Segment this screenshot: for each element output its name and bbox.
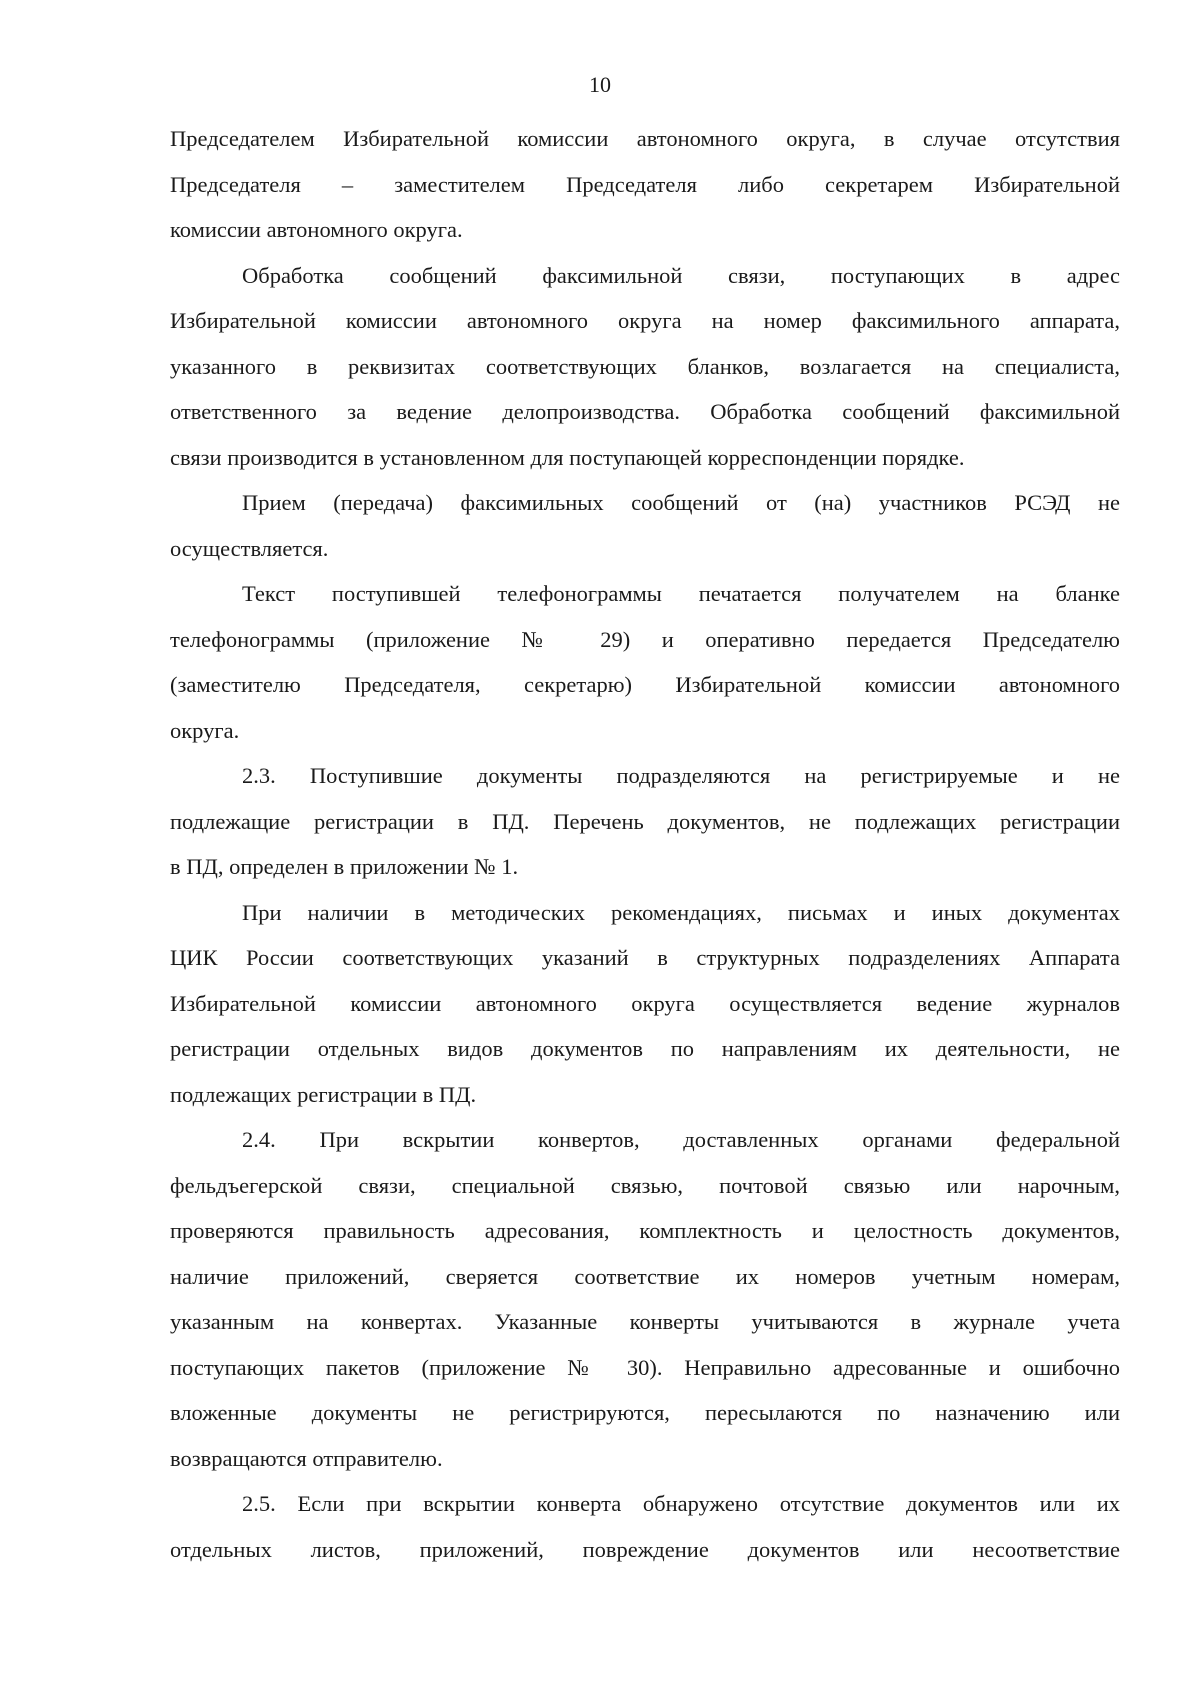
- text-line: указанного в реквизитах соответствующих бланков, возлагается на специалиста,: [170, 353, 1120, 379]
- text-line: телефонограммы (приложение № 29) и оперативно передается Председателю: [170, 626, 1120, 652]
- text-line: (заместителю Председателя, секретарю) Избирательной комиссии автономного: [170, 672, 1120, 697]
- text-line: Избирательной комиссии автономного округа на номер факсимильного аппарата,: [170, 308, 1120, 333]
- text-line: проверяются правильность адресования, комплектность и целостность документов,: [170, 1218, 1120, 1243]
- text-line: Избирательной комиссии автономного округа осуществляется ведение журналов: [170, 990, 1120, 1016]
- text-line: фельдъегерской связи, специальной связью, почтовой связью или нарочным,: [170, 1172, 1120, 1198]
- text-line: 2.3. Поступившие документы подразделяются на регистрируемые и не: [242, 763, 1120, 788]
- text-line: подлежащих регистрации в ПД.: [170, 1081, 477, 1107]
- text-line: вложенные документы не регистрируются, пересылаются по назначению или: [170, 1400, 1120, 1425]
- text-line: округа.: [170, 717, 240, 743]
- text-line: 2.5. Если при вскрытии конверта обнаружено отсутствие документов или их: [242, 1491, 1120, 1516]
- text-line: указанным на конвертах. Указанные конверты учитываются в журнале учета: [170, 1309, 1120, 1334]
- text-line: Обработка сообщений факсимильной связи, поступающих в адрес: [242, 262, 1120, 288]
- text-line: ЦИК России соответствующих указаний в структурных подразделениях Аппарата: [170, 945, 1120, 970]
- text-line: осуществляется.: [170, 535, 329, 561]
- text-line: связи производится в установленном для поступающей корреспонденции порядке.: [170, 444, 965, 470]
- text-line: в ПД, определен в приложении № 1.: [170, 854, 519, 879]
- page-number: 10: [589, 72, 611, 97]
- text-line: комиссии автономного округа.: [170, 217, 463, 242]
- text-line: Председателя – заместителем Председателя либо секретарем Избирательной: [170, 171, 1120, 197]
- text-line: 2.4. При вскрытии конвертов, доставленных органами федеральной: [242, 1127, 1120, 1152]
- text-line: Председателем Избирательной комиссии автономного округа, в случае отсутствия: [170, 126, 1120, 151]
- text-line: Текст поступившей телефонограммы печатается получателем на бланке: [242, 581, 1120, 606]
- text-line: возвращаются отправителю.: [170, 1445, 443, 1471]
- text-line: поступающих пакетов (приложение № 30). Неправильно адресованные и ошибочно: [170, 1354, 1120, 1380]
- text-line: Прием (передача) факсимильных сообщений от (на) участников РСЭД не: [242, 490, 1120, 515]
- text-line: наличие приложений, сверяется соответствие их номеров учетным номерам,: [170, 1263, 1120, 1289]
- text-line: подлежащие регистрации в ПД. Перечень документов, не подлежащих регистрации: [170, 808, 1120, 834]
- text-line: При наличии в методических рекомендациях, письмах и иных документах: [242, 899, 1120, 925]
- text-line: отдельных листов, приложений, повреждение документов или несоответствие: [170, 1536, 1120, 1562]
- text-line: ответственного за ведение делопроизводства. Обработка сообщений факсимильной: [170, 399, 1120, 424]
- text-line: регистрации отдельных видов документов по направлениям их деятельности, не: [170, 1036, 1120, 1061]
